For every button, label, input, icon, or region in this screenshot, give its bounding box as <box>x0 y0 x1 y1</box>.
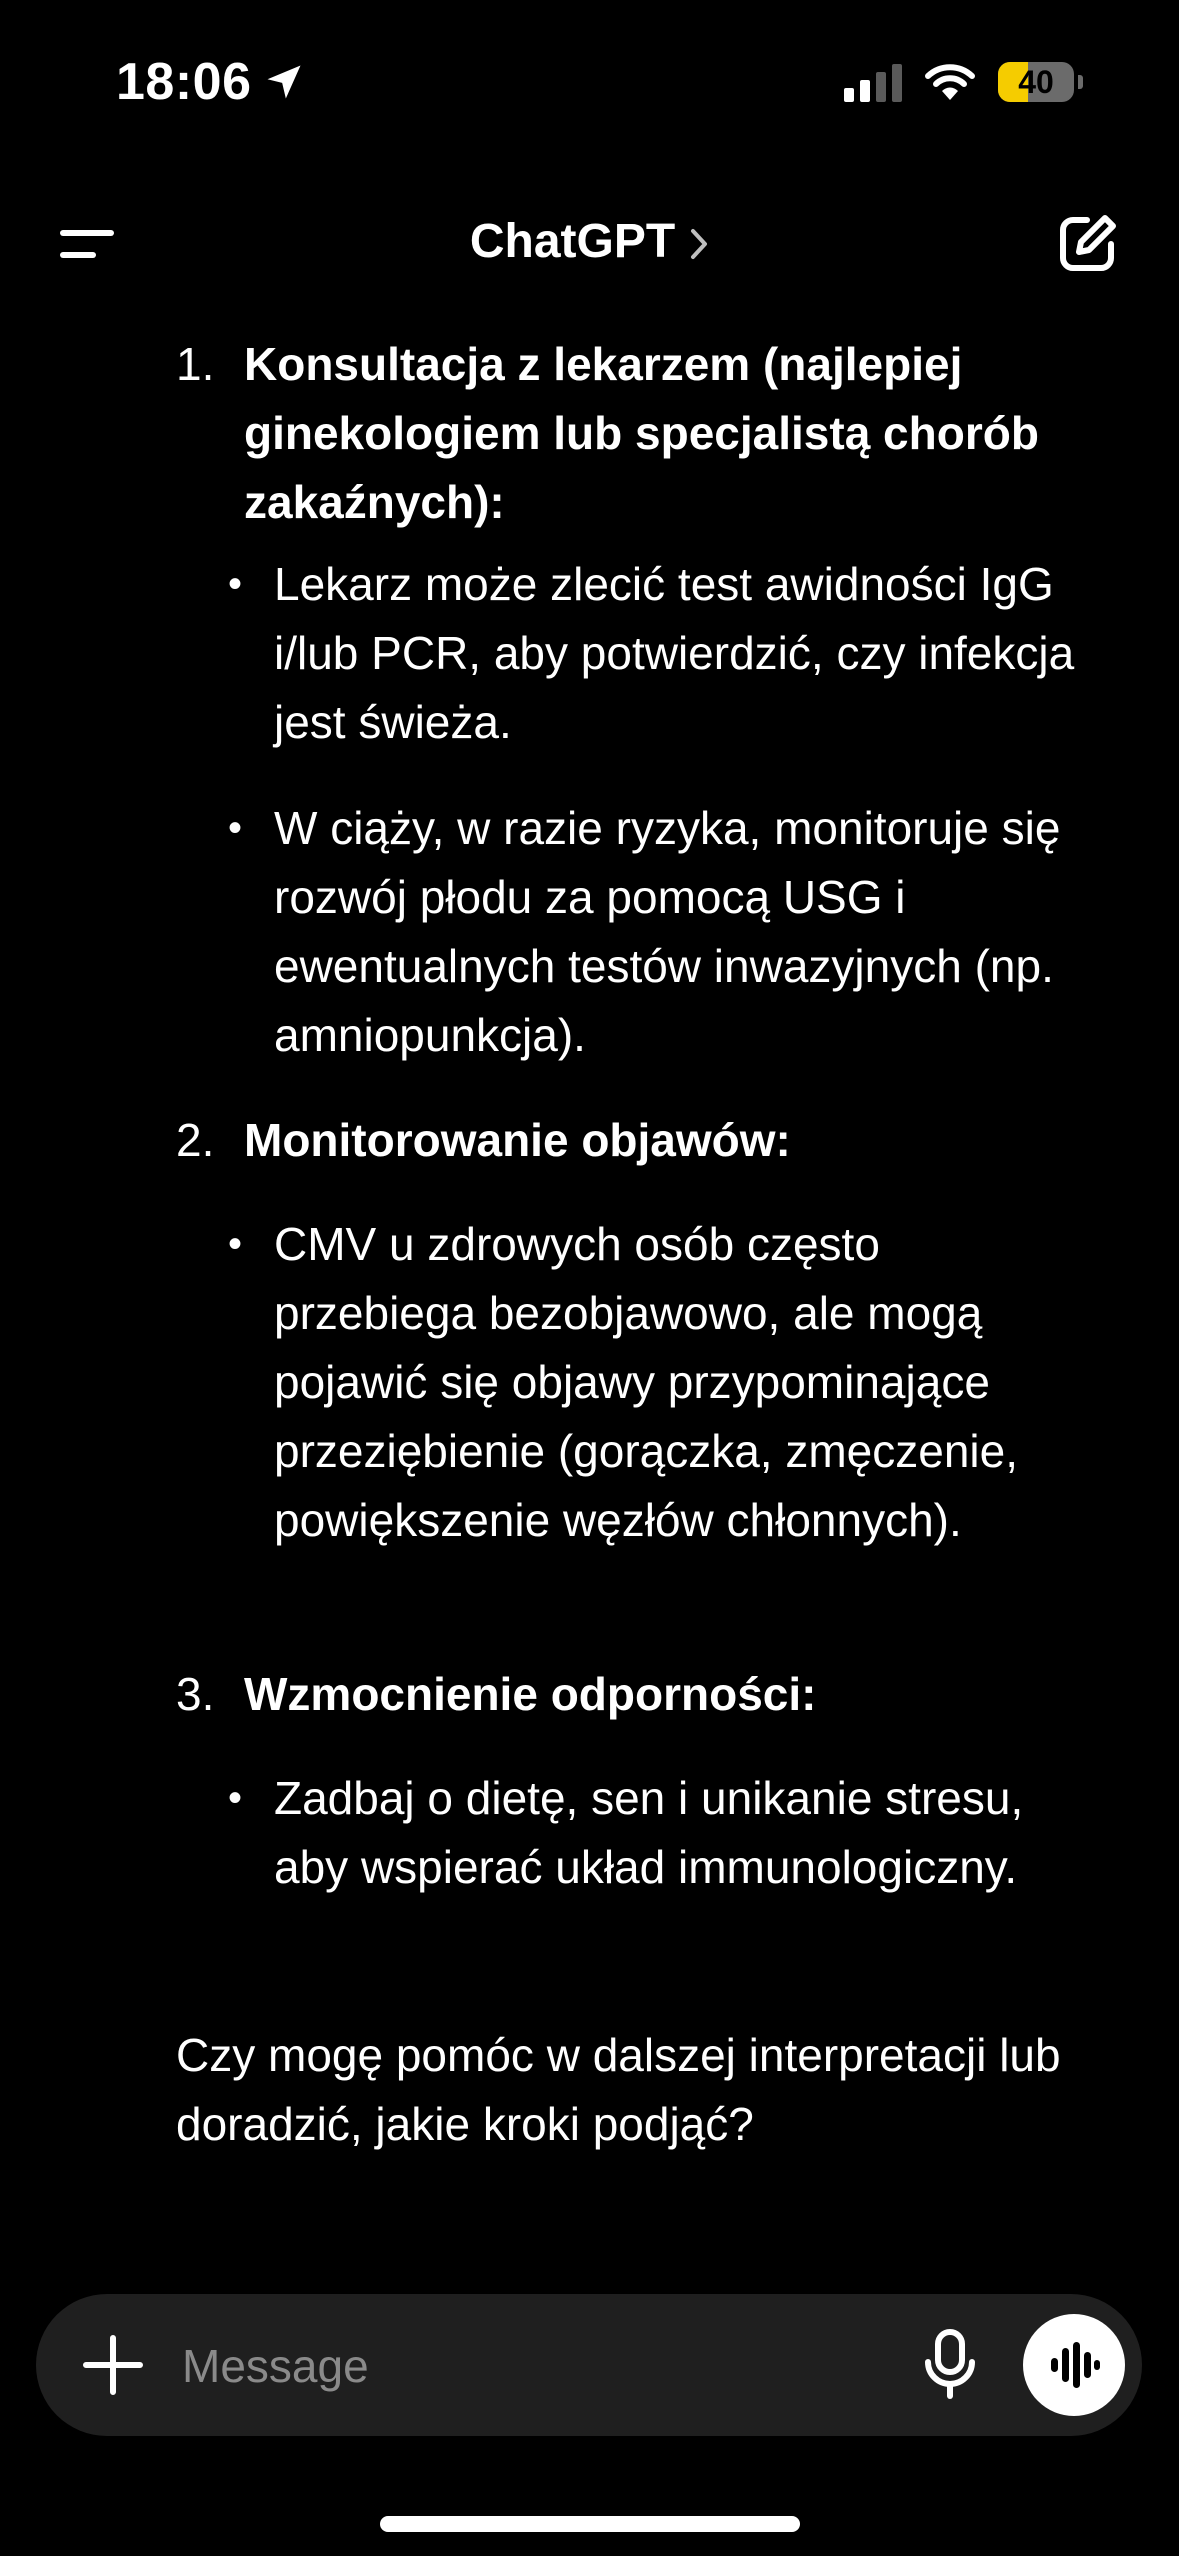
item-number: 2. <box>176 1114 215 1166</box>
item-number: 3. <box>176 1668 215 1720</box>
item-heading: Konsultacja z lekarzem (najlepiej ginekologiem lub specjalistą chorób zakaźnych): <box>244 338 1039 528</box>
status-indicators <box>844 62 1083 102</box>
compose-icon[interactable] <box>1057 212 1119 274</box>
wifi-icon <box>924 62 976 102</box>
plus-icon[interactable] <box>80 2332 146 2398</box>
bullet-dot: • <box>228 1222 243 1266</box>
message-input[interactable] <box>180 2326 904 2406</box>
item-heading: Wzmocnienie odporności: <box>244 1668 817 1720</box>
location-arrow-icon <box>262 60 306 104</box>
message-composer <box>36 2294 1142 2436</box>
bullet-dot: • <box>228 562 243 606</box>
bullet-text: Lekarz może zlecić test awidności IgG i/lub PCR, aby potwierdzić, czy infekcja jest świeża. <box>274 558 1075 748</box>
closing-question: Czy mogę pomóc w dalszej interpretacji lub doradzić, jakie kroki podjąć? <box>176 2029 1061 2150</box>
bullet-dot: • <box>228 806 243 850</box>
bullet-text: CMV u zdrowych osób często przebiega bezobjawowo, ale mogą pojawić się objawy przypominające przeziębienie (gorączka, zmęczenie, powiększenie węzłów chłonnych). <box>274 1218 1019 1546</box>
status-bar <box>0 0 1179 180</box>
home-indicator[interactable] <box>380 2516 800 2532</box>
voice-mode-icon <box>1047 2340 1101 2390</box>
chevron-right-icon <box>689 227 709 261</box>
bullet-dot: • <box>228 1776 243 1820</box>
voice-mode-button[interactable] <box>1023 2314 1125 2416</box>
header-title: ChatGPT <box>469 215 676 268</box>
status-time <box>116 52 306 112</box>
status-time-text: 18:06 <box>116 53 252 111</box>
cellular-signal-icon <box>844 62 902 102</box>
model-selector[interactable] <box>0 214 1179 269</box>
battery-icon <box>998 62 1074 102</box>
chat-header <box>0 190 1179 300</box>
bullet-text: W ciąży, w razie ryzyka, monitoruje się rozwój płodu za pomocą USG i ewentualnych testów inwazyjnych (np. amniopunkcja). <box>274 802 1061 1061</box>
item-number: 1. <box>176 338 215 390</box>
battery-percent: 40 <box>1018 63 1054 100</box>
bullet-text: Zadbaj o dietę, sen i unikanie stresu, aby wspierać układ immunologiczny. <box>274 1772 1024 1893</box>
microphone-icon[interactable] <box>920 2328 980 2402</box>
battery-cap <box>1078 75 1083 89</box>
item-heading: Monitorowanie objawów: <box>244 1114 791 1166</box>
